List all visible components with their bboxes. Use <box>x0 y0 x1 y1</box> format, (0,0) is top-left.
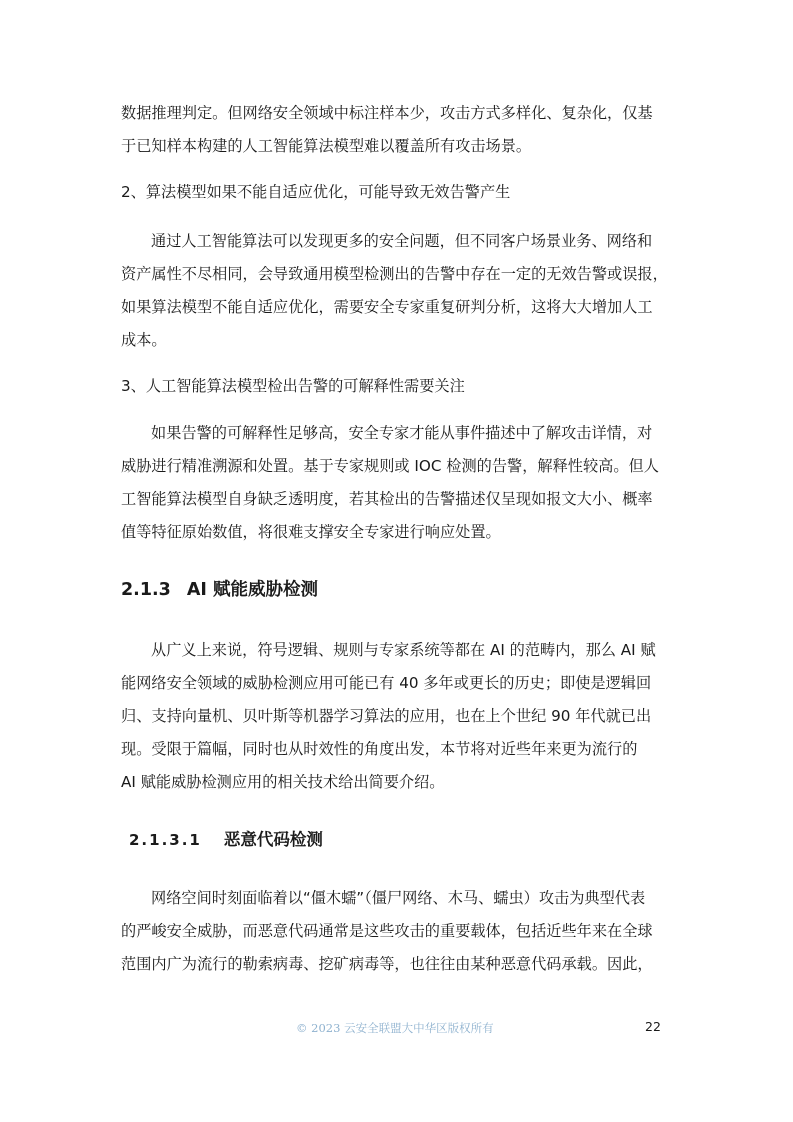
section-title: 恶意代码检测 <box>223 830 323 849</box>
paragraph-line: 值等特征原始数值，将很难支撑安全专家进行响应处置。 <box>121 523 501 541</box>
paragraph-line: 的严峻安全威胁，而恶意代码通常是这些攻击的重要载体，包括近些年来在全球 <box>121 922 653 940</box>
paragraph-line: 通过人工智能算法可以发现更多的安全问题，但不同客户场景业务、网络和 <box>151 232 653 250</box>
item-2-paragraph <box>121 225 677 357</box>
section-2-1-3-1-heading <box>129 823 685 857</box>
paragraph-line: 成本。 <box>121 331 167 349</box>
paragraph-line: 于已知样本构建的人工智能算法模型难以覆盖所有攻击场景。 <box>121 137 532 155</box>
paragraph-line: 如果告警的可解释性足够高，安全专家才能从事件描述中了解攻击详情，对 <box>151 424 653 442</box>
section-number: 2.1.3.1 <box>129 831 202 849</box>
paragraph-line: 现。受限于篇幅，同时也从时效性的角度出发，本节将对近些年来更为流行的 <box>121 740 638 758</box>
item-2-heading: 2、算法模型如果不能自适应优化，可能导致无效告警产生 <box>121 183 511 201</box>
section-2-1-3-paragraph <box>121 634 677 799</box>
section-title: AI 赋能威胁检测 <box>186 580 318 600</box>
section-2-1-3-heading <box>121 574 677 607</box>
paragraph-line: AI 赋能威胁检测应用的相关技术给出简要介绍。 <box>121 773 445 791</box>
paragraph-line: 范围内广为流行的勒索病毒、挖矿病毒等，也往往由某种恶意代码承载。因此， <box>121 955 653 973</box>
paragraph-line: 从广义上来说，符号逻辑、规则与专家系统等都在 AI 的范畴内，那么 AI 赋 <box>151 641 656 659</box>
item-3-heading: 3、人工智能算法模型检出告警的可解释性需要关注 <box>121 377 465 395</box>
page-number: 22 <box>645 1019 661 1034</box>
paragraph-line: 威胁进行精准溯源和处置。基于专家规则或 IOC 检测的告警，解释性较高。但人 <box>121 457 659 475</box>
paragraph-line: 工智能算法模型自身缺乏透明度，若其检出的告警描述仅呈现如报文大小、概率 <box>121 490 653 508</box>
footer-copyright: © 2023 云安全联盟大中华区版权所有 <box>296 1021 494 1035</box>
paragraph-line: 归、支持向量机、贝叶斯等机器学习算法的应用，也在上个世纪 90 年代就已出 <box>121 707 652 725</box>
paragraph-line: 如果算法模型不能自适应优化，需要安全专家重复研判分析，这将大大增加人工 <box>121 298 653 316</box>
paragraph-line: 数据推理判定。但网络安全领域中标注样本少，攻击方式多样化、复杂化，仅基 <box>121 104 653 122</box>
paragraph-line: 资产属性不尽相同，会导致通用模型检测出的告警中存在一定的无效告警或误报， <box>121 265 668 283</box>
section-2-1-3-1-paragraph <box>121 882 677 981</box>
paragraph-line: 网络空间时刻面临着以“僵木蠕”（僵尸网络、木马、蠕虫）攻击为典型代表 <box>151 889 646 907</box>
item-3-paragraph <box>121 417 677 549</box>
intro-paragraph <box>121 97 677 163</box>
paragraph-line: 能网络安全领域的威胁检测应用可能已有 40 多年或更长的历史；即使是逻辑回 <box>121 674 652 692</box>
section-number: 2.1.3 <box>121 580 171 600</box>
